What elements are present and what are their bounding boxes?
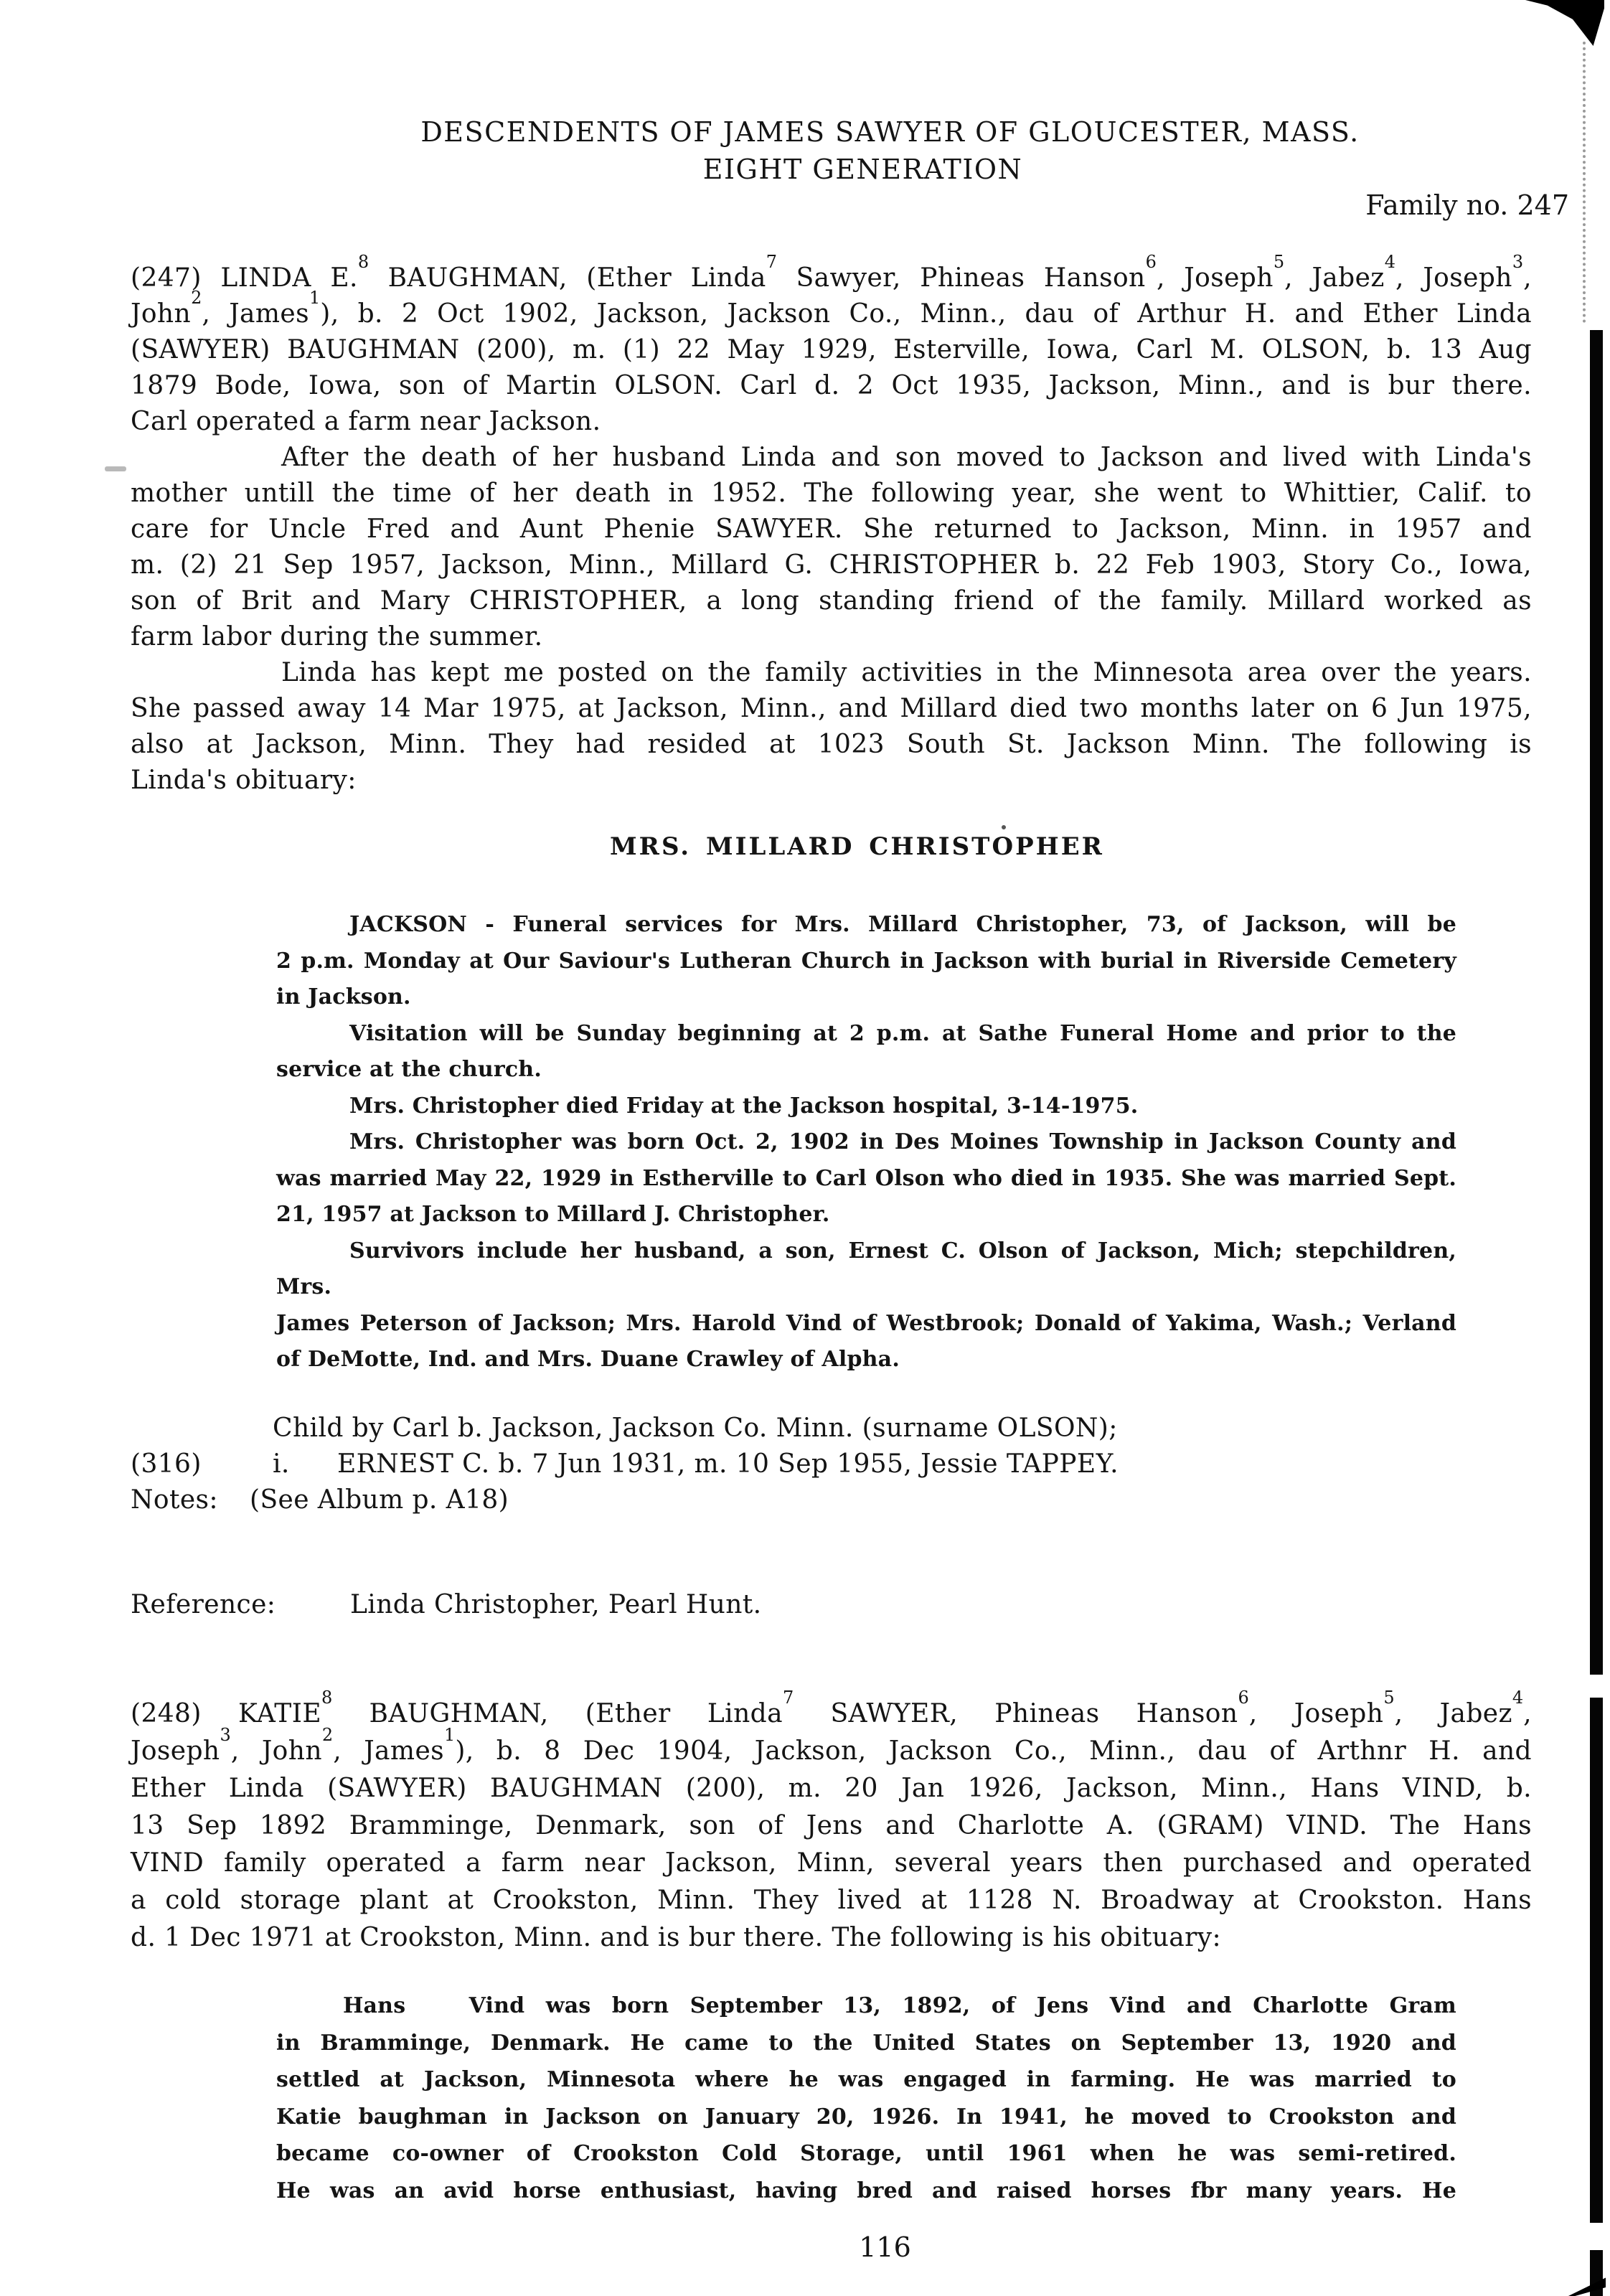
text-line: d. 1 Dec 1971 at Crookston, Minn. and is bur there. The following is his obituary: [131, 1923, 1222, 1952]
notes-text: (See Album p. A18) [250, 1485, 509, 1515]
scan-corner-artifact [1525, 0, 1604, 46]
text-line: a cold storage plant at Crookston, Minn. They lived at 1128 N. Broadway at Crookston. Hans [131, 1886, 1532, 1915]
text-line: 2 p.m. Monday at Our Saviour's Lutheran Church in Jackson with burial in Riverside Cemetery [276, 948, 1456, 974]
text-line: 13 Sep 1892 Bramminge, Denmark, son of Jens and Charlotte A. (GRAM) VIND. The Hans [131, 1811, 1532, 1840]
text-line: in Jackson. [276, 984, 411, 1010]
text-line: Joseph$^3$, John$^2$, James$^1$), b. 8 Dec 1904, Jackson, Jackson Co., Minn., dau of Arthnr H. and [131, 1725, 1532, 1766]
text-line: 1879 Bode, Iowa, son of Martin OLSON. Carl d. 2 Oct 1935, Jackson, Minn., and is bur there. [131, 371, 1532, 400]
text-line: After the death of her husband Linda and son moved to Jackson and lived with Linda's [281, 443, 1532, 472]
children-section [131, 1411, 1532, 1518]
reference-text: Linda Christopher, Pearl Hunt. [350, 1590, 762, 1619]
obituary-linda-text [276, 907, 1456, 1378]
scan-edge-bar-gap [1587, 2223, 1606, 2250]
family-number: Family no. 247 [1365, 189, 1569, 221]
child-number: (316) [131, 1449, 202, 1479]
page-number: 116 [859, 2231, 911, 2263]
text-line: Survivors include her husband, a son, Ernest C. Olson of Jackson, Mich; stepchildren, Mrs. [276, 1238, 1456, 1299]
text-line: He was an avid horse enthusiast, having bred and raised horses fbr many years. He [276, 2178, 1456, 2203]
text-line: Mrs. Christopher was born Oct. 2, 1902 in Des Moines Township in Jackson County and [349, 1129, 1456, 1154]
entry-247-paragraph-1 [131, 252, 1532, 440]
text-line: Ether Linda (SAWYER) BAUGHMAN (200), m. 20 Jan 1926, Jackson, Minn., Hans VIND, b. [131, 1774, 1532, 1803]
text-line: James Peterson of Jackson; Mrs. Harold Vind of Westbrook; Donald of Yakima, Wash.; Verland [276, 1310, 1456, 1336]
reference-section [131, 1587, 1532, 1623]
text-line: in Bramminge, Denmark. He came to the United States on September 13, 1920 and [276, 2030, 1456, 2056]
reference-label: Reference: [131, 1590, 276, 1619]
notes-row [131, 1482, 1532, 1518]
text-line: Linda has kept me posted on the family activities in the Minnesota area over the years. [281, 658, 1532, 687]
entry-248-paragraph [131, 1688, 1532, 1957]
text-line: Linda's obituary: [131, 766, 357, 795]
text-line: Mrs. Christopher died Friday at the Jackson hospital, 3-14-1975. [349, 1093, 1139, 1119]
text-line: settled at Jackson, Minnesota where he was engaged in farming. He was married to [276, 2067, 1456, 2092]
text-line: became co-owner of Crookston Cold Storage, until 1961 when he was semi-retired. [276, 2141, 1456, 2166]
text-line: m. (2) 21 Sep 1957, Jackson, Minn., Millard G. CHRISTOPHER b. 22 Feb 1903, Story Co., Iowa, [131, 550, 1532, 580]
obituary-heading: MRS. MILLARD CHRISTOPHER [610, 832, 1104, 861]
text-line: (SAWYER) BAUGHMAN (200), m. (1) 22 May 1929, Esterville, Iowa, Carl M. OLSON, b. 13 Aug [131, 335, 1532, 364]
text-line: of DeMotte, Ind. and Mrs. Duane Crawley of Alpha. [276, 1347, 900, 1372]
scan-smudge-artifact [105, 466, 126, 471]
text-line: JACKSON - Funeral services for Mrs. Millard Christopher, 73, of Jackson, will be [349, 912, 1456, 937]
child-roman-numeral: i. [273, 1449, 290, 1479]
text-line: service at the church. [276, 1057, 542, 1082]
page-subtitle: EIGHT GENERATION [702, 154, 1023, 185]
obituary-hans-text [276, 1987, 1456, 2209]
text-line: John$^2$, James$^1$), b. 2 Oct 1902, Jackson, Jackson Co., Minn., dau of Arthur H. and Ether Linda [131, 288, 1532, 329]
child-detail: ERNEST C. b. 7 Jun 1931, m. 10 Sep 1955, Jessie TAPPEY. [337, 1449, 1119, 1479]
reference-row [131, 1587, 1532, 1623]
children-intro-line: Child by Carl b. Jackson, Jackson Co. Minn. (surname OLSON); [273, 1413, 1118, 1443]
child-row [131, 1446, 1532, 1482]
scan-edge-bar-artifact [1590, 330, 1603, 2296]
scan-edge-bar-gap [1587, 1675, 1606, 1698]
text-line: She passed away 14 Mar 1975, at Jackson, Minn., and Millard died two months later on 6 Jun 1975, [131, 694, 1532, 723]
page-title: DESCENDENTS OF JAMES SAWYER OF GLOUCESTER, MASS. [420, 116, 1360, 148]
text-line: (248) KATIE$^8$ BAUGHMAN, (Ether Linda$^7$ SAWYER, Phineas Hanson$^6$, Joseph$^5$, Jabez$^4$, [131, 1688, 1532, 1728]
text-line: Katie baughman in Jackson on January 20, 1926. In 1941, he moved to Crookston and [276, 2104, 1456, 2130]
text-line: son of Brit and Mary CHRISTOPHER, a long standing friend of the family. Millard worked as [131, 586, 1532, 616]
text-line: Carl operated a farm near Jackson. [131, 407, 601, 436]
text-line: Hans Vind was born September 13, 1892, of Jens Vind and Charlotte Gram [343, 1993, 1456, 2018]
text-line: VIND family operated a farm near Jackson, Minn, several years then purchased and operated [131, 1848, 1532, 1878]
notes-label: Notes: [131, 1485, 218, 1515]
text-line: was married May 22, 1929 in Estherville to Carl Olson who died in 1935. She was married Sept. [276, 1165, 1456, 1191]
text-line: mother untill the time of her death in 1952. The following year, she went to Whittier, Calif. to [131, 479, 1532, 508]
entry-247-paragraph-3 [131, 655, 1532, 799]
scan-dotted-edge-artifact [1583, 42, 1586, 323]
scan-speck-artifact [1002, 825, 1006, 829]
text-line: Visitation will be Sunday beginning at 2 p.m. at Sathe Funeral Home and prior to the [349, 1020, 1456, 1046]
text-line: also at Jackson, Minn. They had resided at 1023 South St. Jackson Minn. The following is [131, 730, 1532, 759]
text-line: care for Uncle Fred and Aunt Phenie SAWYER. She returned to Jackson, Minn. in 1957 and [131, 514, 1532, 544]
text-line: 21, 1957 at Jackson to Millard J. Christopher. [276, 1202, 830, 1227]
text-line: farm labor during the summer. [131, 622, 543, 651]
text-line: (247) LINDA E.$^8$ BAUGHMAN, (Ether Linda$^7$ Sawyer, Phineas Hanson$^6$, Joseph$^5$, Jabez$^4$, Joseph$^3$, [131, 252, 1532, 293]
entry-247-paragraph-2 [131, 440, 1532, 655]
